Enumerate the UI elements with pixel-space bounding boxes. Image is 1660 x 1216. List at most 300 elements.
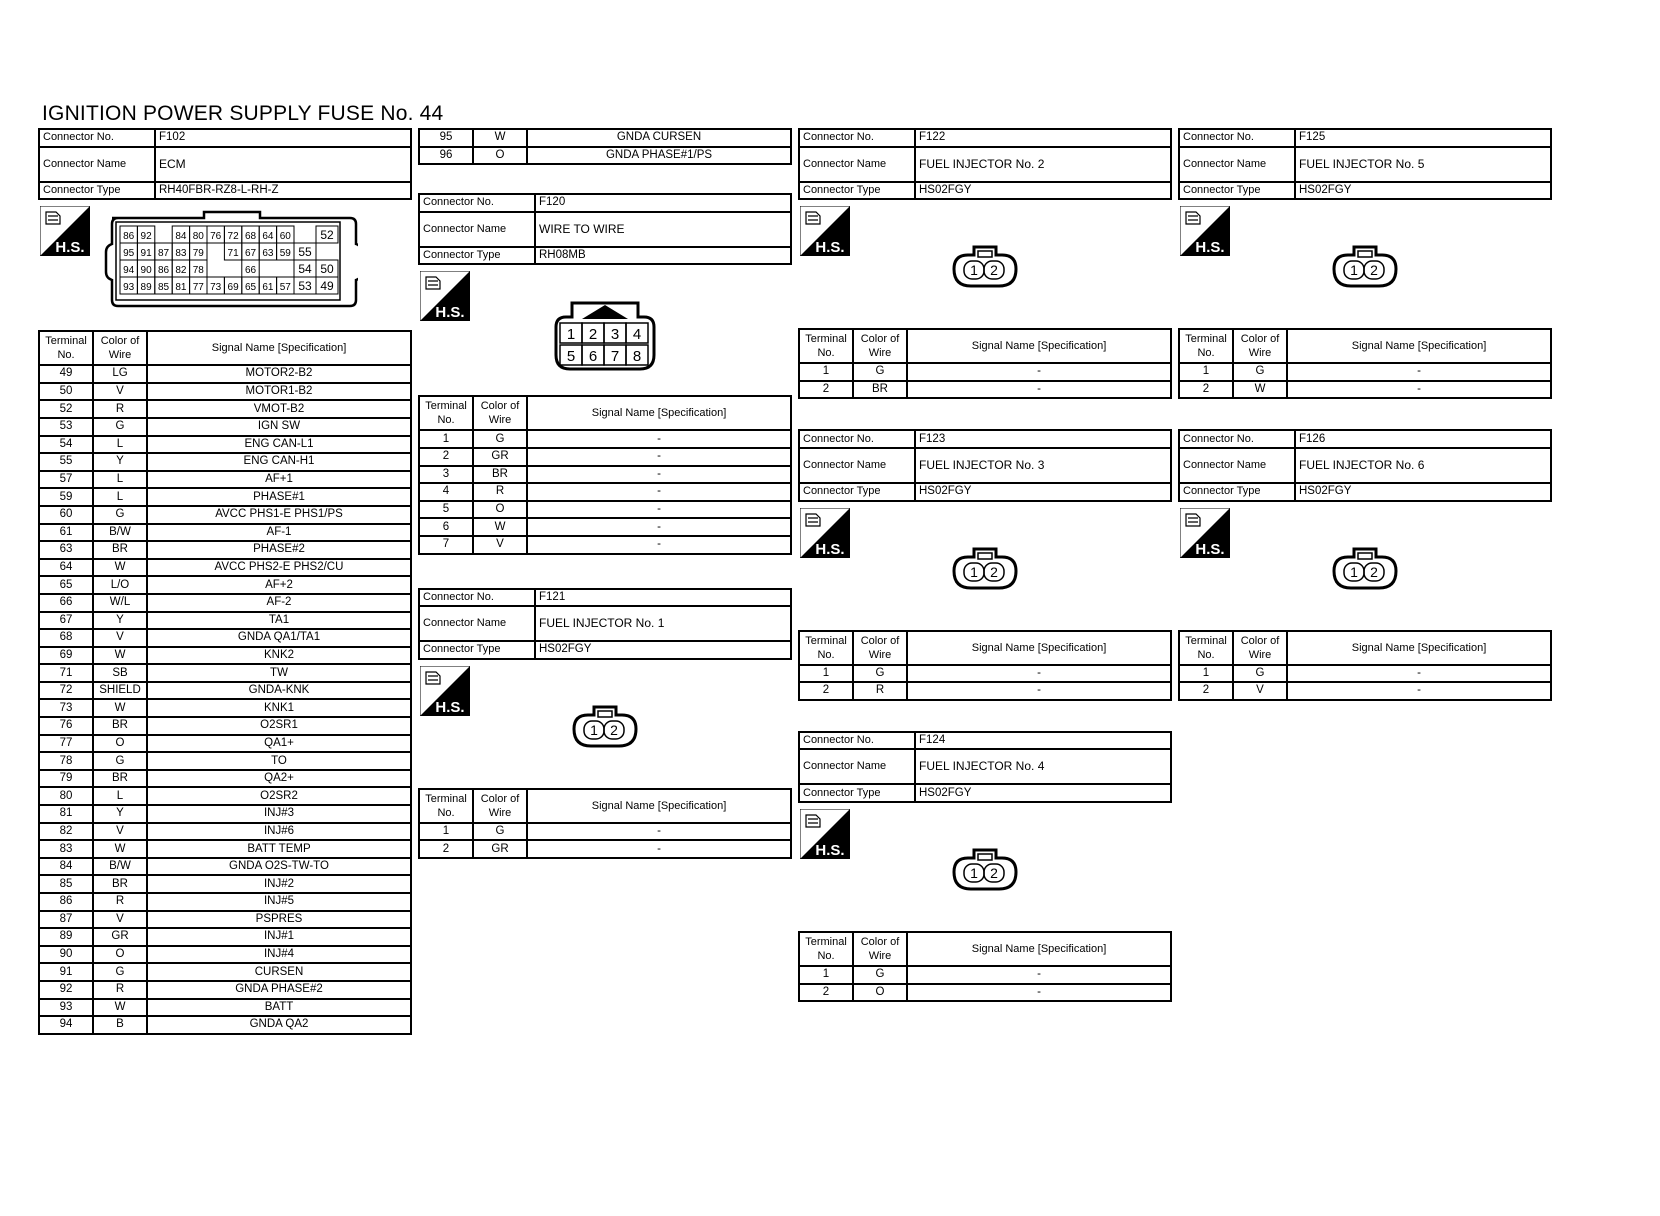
terminal-table-f120: Terminal No. Color of Wire Signal Name [Specification] 1 G - 2 GR - 3 BR - 4 R - 5 O - 6 W - 7 V - <box>418 395 792 554</box>
wire-color: W <box>473 129 527 147</box>
wire-color: L <box>93 471 147 489</box>
pin-label: 82 <box>175 265 187 277</box>
terminal-no: 4 <box>419 483 473 501</box>
connector-no-value: F122 <box>915 129 1171 147</box>
wire-color: B/W <box>93 524 147 542</box>
table-row <box>39 752 411 770</box>
pin-label: 3 <box>610 326 620 344</box>
terminal-no: 85 <box>39 875 93 893</box>
pin-label: 76 <box>210 231 222 243</box>
connector-face-f124 <box>950 847 1020 893</box>
pin-label: 2 <box>990 563 998 580</box>
terminal-no: 92 <box>39 981 93 999</box>
pin-label: 86 <box>123 231 135 243</box>
terminal-no: 2 <box>799 984 853 1002</box>
harness-side-icon <box>800 809 850 859</box>
signal-name: - <box>527 466 791 484</box>
pin-label: 63 <box>262 248 274 260</box>
table-row <box>39 383 411 401</box>
terminal-no: 6 <box>419 518 473 536</box>
signal-name: QA2+ <box>147 770 411 788</box>
wire-color: W <box>473 518 527 536</box>
table-row <box>39 559 411 577</box>
signal-name: QA1+ <box>147 735 411 753</box>
connector-type-value: RH40FBR-RZ8-L-RH-Z <box>155 182 411 200</box>
connector-no-value: F124 <box>915 732 1171 750</box>
connector-f125 <box>1178 128 1552 399</box>
terminal-no: 1 <box>419 430 473 448</box>
pin-label: 2 <box>1370 262 1378 279</box>
terminal-no: 80 <box>39 787 93 805</box>
wire-color: W <box>93 699 147 717</box>
signal-name: GNDA O2S-TW-TO <box>147 858 411 876</box>
wire-color: SB <box>93 664 147 682</box>
pin-label: 6 <box>588 348 598 366</box>
wire-color: G <box>1233 363 1287 381</box>
pin-label: 52 <box>320 228 334 243</box>
terminal-no: 1 <box>799 966 853 984</box>
pin-label: 57 <box>279 282 291 294</box>
connector-f120: Connector No. F120 Connector Name WIRE TO WIRE Connector Type RH08MB H.S. 1 2 3 4 5 6 7 8 Terminal No. Color of Wire Signal Name [Specification] 1 G - 2 GR - 3 BR - 4 R - 5 O - 6 W - 7 V - <box>418 193 792 554</box>
wire-color: W/L <box>93 594 147 612</box>
connector-type-value: HS02FGY <box>915 182 1171 200</box>
terminal-no: 86 <box>39 893 93 911</box>
wire-color: O <box>93 946 147 964</box>
wire-color: L/O <box>93 576 147 594</box>
connector-diagram-f125 <box>1178 200 1552 328</box>
signal-name: O2SR2 <box>147 787 411 805</box>
pin-label: 64 <box>262 231 274 243</box>
terminal-no: 87 <box>39 911 93 929</box>
connector-diagram-f126 <box>1178 502 1552 630</box>
signal-name: INJ#4 <box>147 946 411 964</box>
terminal-table-f125: Terminal No. Color of Wire Signal Name [Specification] 1 G - 2 W - <box>1178 328 1552 399</box>
signal-name: - <box>1287 665 1551 683</box>
signal-name: O2SR1 <box>147 717 411 735</box>
table-row <box>39 471 411 489</box>
connector-name-value: FUEL INJECTOR No. 1 <box>535 606 791 641</box>
wire-color: BR <box>93 875 147 893</box>
pin-label: 1 <box>1350 262 1358 279</box>
terminal-no: 52 <box>39 400 93 418</box>
signal-name: ENG CAN-L1 <box>147 436 411 454</box>
terminal-no: 1 <box>799 665 853 683</box>
wire-color: G <box>853 966 907 984</box>
wire-color: SHIELD <box>93 682 147 700</box>
terminal-no: 53 <box>39 418 93 436</box>
wire-color: BR <box>93 717 147 735</box>
wire-color: Y <box>93 805 147 823</box>
wire-color: Y <box>93 612 147 630</box>
signal-name: - <box>527 501 791 519</box>
wire-color: W <box>93 559 147 577</box>
connector-type-value: HS02FGY <box>535 641 791 659</box>
svg-text:H.S.: H.S. <box>435 304 465 322</box>
signal-name: INJ#6 <box>147 823 411 841</box>
terminal-no: 55 <box>39 453 93 471</box>
pin-label: 69 <box>227 282 239 294</box>
terminal-no: 50 <box>39 383 93 401</box>
signal-name: - <box>527 840 791 858</box>
svg-text:H.S.: H.S. <box>435 698 465 716</box>
table-row <box>39 488 411 506</box>
terminal-no: 93 <box>39 999 93 1017</box>
terminal-no: 57 <box>39 471 93 489</box>
signal-name: INJ#2 <box>147 875 411 893</box>
pin-label: 86 <box>157 265 170 277</box>
pin-label: 53 <box>298 279 312 294</box>
terminal-no: 89 <box>39 928 93 946</box>
table-row <box>419 823 791 841</box>
terminal-no: 68 <box>39 629 93 647</box>
table-row <box>39 928 411 946</box>
table-row <box>39 999 411 1017</box>
pin-label: 87 <box>157 248 170 260</box>
table-row <box>39 911 411 929</box>
connector-name-value: FUEL INJECTOR No. 3 <box>915 448 1171 483</box>
connector-f123 <box>798 429 1172 700</box>
wire-color: B <box>93 1016 147 1034</box>
pin-label: 66 <box>244 265 257 277</box>
connector-f122 <box>798 128 1172 399</box>
table-row <box>39 717 411 735</box>
signal-name: GNDA QA1/TA1 <box>147 629 411 647</box>
signal-name: INJ#3 <box>147 805 411 823</box>
terminal-no: 2 <box>419 840 473 858</box>
svg-text:H.S.: H.S. <box>55 239 85 257</box>
table-row <box>799 682 1171 700</box>
signal-name: KNK1 <box>147 699 411 717</box>
signal-name: - <box>1287 381 1551 399</box>
table-row <box>39 946 411 964</box>
pin-label: 54 <box>298 262 312 277</box>
harness-side-icon <box>420 666 470 716</box>
connector-info-f121: Connector No. F121 Connector Name FUEL INJECTOR No. 1 Connector Type HS02FGY <box>418 588 792 660</box>
table-row <box>419 430 791 448</box>
pin-label: 2 <box>990 864 998 881</box>
connector-name-value: FUEL INJECTOR No. 5 <box>1295 147 1551 182</box>
table-row <box>799 665 1171 683</box>
table-row <box>39 453 411 471</box>
signal-name: GNDA PHASE#1/PS <box>527 147 791 165</box>
terminal-no: 95 <box>419 129 473 147</box>
column-4 <box>1178 128 1552 701</box>
table-row <box>799 381 1171 399</box>
table-row <box>419 466 791 484</box>
table-row <box>419 129 791 147</box>
table-row <box>39 805 411 823</box>
terminal-no: 71 <box>39 664 93 682</box>
svg-text:H.S.: H.S. <box>1195 239 1225 257</box>
connector-no-value: F102 <box>155 129 411 147</box>
terminal-no: 79 <box>39 770 93 788</box>
table-row <box>39 840 411 858</box>
wire-color: R <box>93 893 147 911</box>
table-row <box>39 647 411 665</box>
table-row <box>39 735 411 753</box>
connector-f121 <box>418 588 792 859</box>
terminal-no: 67 <box>39 612 93 630</box>
pin-label: 2 <box>588 326 598 344</box>
signal-name: IGN SW <box>147 418 411 436</box>
connector-face-f120 <box>550 293 660 377</box>
terminal-table-f122: Terminal No. Color of Wire Signal Name [Specification] 1 G - 2 BR - <box>798 328 1172 399</box>
terminal-no: 82 <box>39 823 93 841</box>
table-row <box>39 594 411 612</box>
wire-color: R <box>93 981 147 999</box>
pin-label: 83 <box>175 248 187 260</box>
wire-color: GR <box>473 448 527 466</box>
table-row <box>419 536 791 554</box>
connector-no-value: F125 <box>1295 129 1551 147</box>
connector-no-value: F121 <box>535 589 791 607</box>
pin-label: 68 <box>244 231 257 243</box>
pin-label: 4 <box>632 326 642 344</box>
signal-name: GNDA QA2 <box>147 1016 411 1034</box>
wire-color: G <box>93 418 147 436</box>
wire-color: G <box>93 963 147 981</box>
table-row <box>39 365 411 383</box>
pin-label: 1 <box>970 864 978 881</box>
signal-name: CURSEN <box>147 963 411 981</box>
signal-name: PSPRES <box>147 911 411 929</box>
terminal-no: 2 <box>1179 381 1233 399</box>
pin-label: 94 <box>123 265 135 277</box>
table-row <box>39 436 411 454</box>
table-row <box>39 893 411 911</box>
harness-side-icon <box>40 206 90 256</box>
terminal-no: 1 <box>799 363 853 381</box>
pin-label: 1 <box>566 326 576 344</box>
wire-color: L <box>93 787 147 805</box>
terminal-no: 73 <box>39 699 93 717</box>
signal-name: GNDA PHASE#2 <box>147 981 411 999</box>
pin-label: 85 <box>157 282 170 294</box>
connector-type-value: HS02FGY <box>915 483 1171 501</box>
pin-label: 77 <box>192 282 204 294</box>
signal-name: - <box>527 823 791 841</box>
table-row <box>1179 381 1551 399</box>
connector-info-f126: Connector No. F126 Connector Name FUEL INJECTOR No. 6 Connector Type HS02FGY <box>1178 429 1552 501</box>
terminal-no: 77 <box>39 735 93 753</box>
table-row <box>1179 682 1551 700</box>
table-row <box>419 448 791 466</box>
pin-label: 89 <box>140 282 152 294</box>
pin-label: 92 <box>140 231 152 243</box>
pin-label: 50 <box>320 262 334 277</box>
column-3 <box>798 128 1172 1002</box>
signal-name: ENG CAN-H1 <box>147 453 411 471</box>
svg-text:H.S.: H.S. <box>1195 540 1225 558</box>
terminal-no: 83 <box>39 840 93 858</box>
terminal-table-f123: Terminal No. Color of Wire Signal Name [Specification] 1 G - 2 R - <box>798 630 1172 701</box>
pin-label: 1 <box>970 262 978 279</box>
signal-name: - <box>527 483 791 501</box>
wire-color: BR <box>853 381 907 399</box>
wire-color: BR <box>93 770 147 788</box>
table-row <box>39 629 411 647</box>
table-row <box>419 501 791 519</box>
table-row <box>39 770 411 788</box>
wire-color: V <box>1233 682 1287 700</box>
wire-color: V <box>93 629 147 647</box>
terminal-no: 65 <box>39 576 93 594</box>
connector-name-value: FUEL INJECTOR No. 4 <box>915 749 1171 784</box>
pin-label: 5 <box>566 348 576 366</box>
pin-label: 59 <box>279 248 291 260</box>
wire-color: V <box>473 536 527 554</box>
connector-f126 <box>1178 429 1552 700</box>
table-row <box>1179 363 1551 381</box>
table-row <box>419 518 791 536</box>
signal-name: MOTOR2-B2 <box>147 365 411 383</box>
pin-label: 65 <box>244 282 257 294</box>
harness-side-icon <box>800 508 850 558</box>
signal-name: - <box>907 381 1171 399</box>
terminal-no: 96 <box>419 147 473 165</box>
wire-color: L <box>93 436 147 454</box>
terminal-table-f126: Terminal No. Color of Wire Signal Name [Specification] 1 G - 2 V - <box>1178 630 1552 701</box>
terminal-no: 1 <box>1179 363 1233 381</box>
signal-name: TA1 <box>147 612 411 630</box>
terminal-no: 90 <box>39 946 93 964</box>
wire-color: O <box>853 984 907 1002</box>
table-row <box>39 576 411 594</box>
signal-name: AVCC PHS1-E PHS1/PS <box>147 506 411 524</box>
connector-diagram-f123 <box>798 502 1172 630</box>
connector-info-f123: Connector No. F123 Connector Name FUEL INJECTOR No. 3 Connector Type HS02FGY <box>798 429 1172 501</box>
connector-face-f102 <box>104 210 358 314</box>
terminal-table-f102-continued <box>418 128 792 165</box>
wire-color: B/W <box>93 858 147 876</box>
terminal-no: 72 <box>39 682 93 700</box>
signal-name: INJ#1 <box>147 928 411 946</box>
signal-name: - <box>527 536 791 554</box>
table-row <box>39 858 411 876</box>
table-row <box>419 147 791 165</box>
wire-color: R <box>853 682 907 700</box>
terminal-no: 63 <box>39 541 93 559</box>
pin-label: 2 <box>990 262 998 279</box>
table-row <box>799 984 1171 1002</box>
signal-name: - <box>907 966 1171 984</box>
signal-name: TW <box>147 664 411 682</box>
terminal-no: 1 <box>1179 665 1233 683</box>
signal-name: - <box>907 682 1171 700</box>
wire-color: G <box>1233 665 1287 683</box>
signal-name: GNDA-KNK <box>147 682 411 700</box>
wire-color: G <box>473 823 527 841</box>
terminal-no: 60 <box>39 506 93 524</box>
signal-name: - <box>1287 363 1551 381</box>
pin-label: 2 <box>610 721 618 738</box>
connector-face-f126 <box>1330 546 1400 592</box>
signal-name: - <box>527 430 791 448</box>
table-row <box>799 363 1171 381</box>
connector-info-f122: Connector No. F122 Connector Name FUEL INJECTOR No. 2 Connector Type HS02FGY <box>798 128 1172 200</box>
connector-name-value: FUEL INJECTOR No. 2 <box>915 147 1171 182</box>
terminal-no: 1 <box>419 823 473 841</box>
pin-label: 79 <box>192 248 204 260</box>
terminal-no: 91 <box>39 963 93 981</box>
pin-label: 2 <box>1370 563 1378 580</box>
pin-label: 80 <box>192 231 204 243</box>
terminal-no: 61 <box>39 524 93 542</box>
column-2 <box>418 128 792 859</box>
terminal-no: 78 <box>39 752 93 770</box>
wire-color: O <box>473 147 527 165</box>
connector-info-f125: Connector No. F125 Connector Name FUEL INJECTOR No. 5 Connector Type HS02FGY <box>1178 128 1552 200</box>
wire-color: GR <box>473 840 527 858</box>
wire-color: O <box>93 735 147 753</box>
harness-side-icon <box>420 271 470 321</box>
wire-color: G <box>93 752 147 770</box>
signal-name: AF-1 <box>147 524 411 542</box>
connector-type-value: HS02FGY <box>1295 182 1551 200</box>
connector-diagram-f121 <box>418 660 792 788</box>
terminal-no: 2 <box>419 448 473 466</box>
wire-color: W <box>93 647 147 665</box>
wire-color: GR <box>93 928 147 946</box>
table-row <box>1179 665 1551 683</box>
harness-side-icon <box>1180 508 1230 558</box>
terminal-no: 76 <box>39 717 93 735</box>
connector-face-f125 <box>1330 244 1400 290</box>
table-row <box>39 400 411 418</box>
signal-name: AF+2 <box>147 576 411 594</box>
terminal-no: 66 <box>39 594 93 612</box>
terminal-no: 81 <box>39 805 93 823</box>
wire-color: W <box>93 999 147 1017</box>
wire-color: R <box>473 483 527 501</box>
signal-name: AVCC PHS2-E PHS2/CU <box>147 559 411 577</box>
signal-name: - <box>527 518 791 536</box>
harness-side-icon <box>1180 206 1230 256</box>
terminal-no: 94 <box>39 1016 93 1034</box>
pin-label: 84 <box>175 231 187 243</box>
terminal-no: 59 <box>39 488 93 506</box>
wire-color: O <box>473 501 527 519</box>
table-row <box>39 875 411 893</box>
terminal-table-f102: Terminal No. Color of Wire Signal Name [Specification] 49 LG MOTOR2-B2 50 V MOTOR1-B2 52 R VMOT-B2 53 G IGN SW 54 L ENG CAN-L1 55 Y ENG CAN-H1 57 L AF+1 59 L PHASE#1 60 G AVCC PHS1-E PHS1/PS 61 B/W AF-1 63 BR PHASE#2 64 W AVCC PHS2-E PHS2/CU 65 L/O AF+2 66 W/L AF-2 67 Y TA1 68 V GNDA QA1/TA1 69 W KNK2 71 SB TW 72 SHIELD GNDA-KNK 73 W KNK1 76 BR O2SR1 77 O QA1+ 78 G TO 79 BR QA2+ 80 L O2SR2 81 Y INJ#3 82 V INJ#6 83 W BATT TEMP 84 B/W GNDA O2S-TW-TO 85 BR INJ#2 86 R INJ#5 87 V PSPRES 89 GR INJ#1 90 O INJ#4 91 G CURSEN 92 R GNDA PHASE#2 93 W BATT 94 B GNDA QA2 <box>38 330 412 1035</box>
signal-name: - <box>1287 682 1551 700</box>
wire-color: G <box>853 363 907 381</box>
connector-type-value: HS02FGY <box>1295 483 1551 501</box>
connector-f102 <box>38 128 412 1035</box>
pin-label: 91 <box>140 248 152 260</box>
pin-label: 73 <box>210 282 222 294</box>
pin-label: 67 <box>244 248 257 260</box>
pin-label: 72 <box>227 231 239 243</box>
svg-text:H.S.: H.S. <box>815 841 845 859</box>
signal-name: BATT <box>147 999 411 1017</box>
table-row <box>39 699 411 717</box>
signal-name: INJ#5 <box>147 893 411 911</box>
connector-no-value: F126 <box>1295 430 1551 448</box>
terminal-table-f121: Terminal No. Color of Wire Signal Name [Specification] 1 G - 2 GR - <box>418 788 792 859</box>
pin-label: 49 <box>320 279 334 294</box>
wire-color: W <box>93 840 147 858</box>
terminal-no: 2 <box>799 381 853 399</box>
table-row <box>39 1016 411 1034</box>
wire-color: V <box>93 383 147 401</box>
pin-label: 71 <box>227 248 239 260</box>
terminal-no: 2 <box>799 682 853 700</box>
table-row <box>39 682 411 700</box>
pin-label: 1 <box>970 563 978 580</box>
wire-color: G <box>473 430 527 448</box>
signal-name: GNDA CURSEN <box>527 129 791 147</box>
